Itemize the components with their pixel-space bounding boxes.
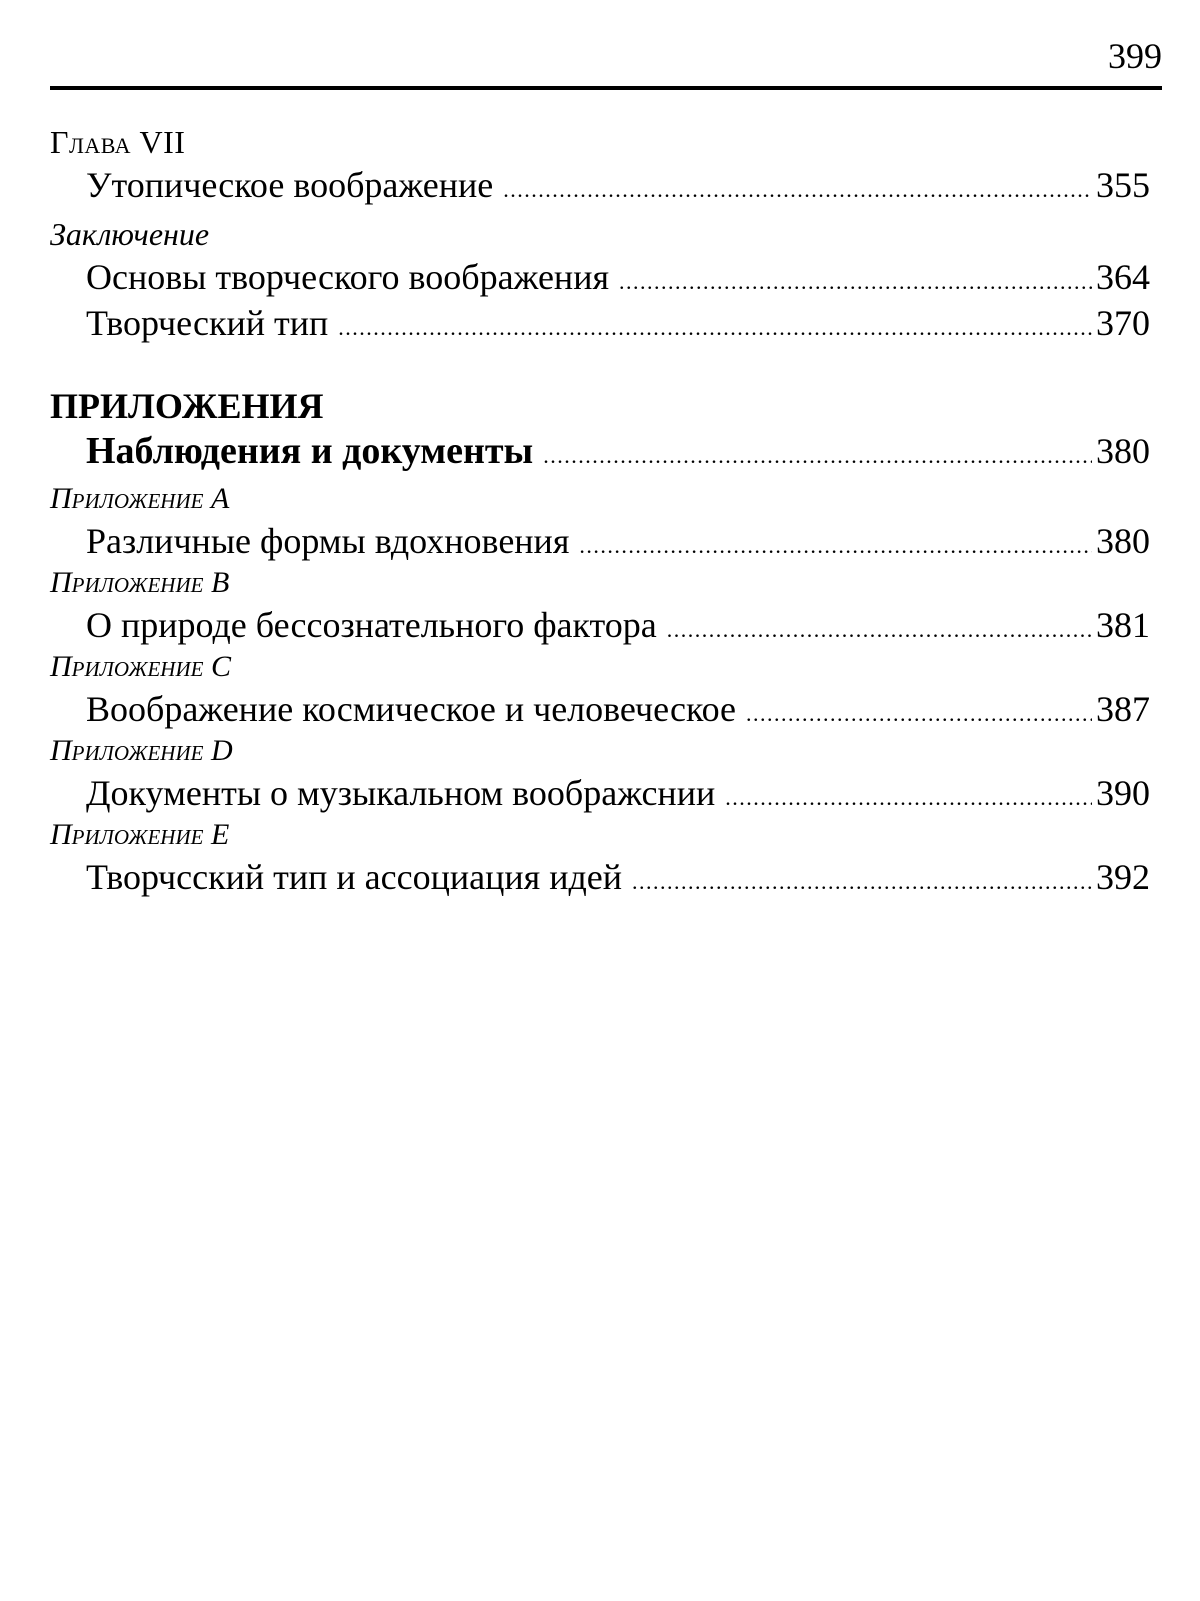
toc-appendices-heading: ПРИЛОЖЕНИЯ — [50, 386, 324, 426]
toc-entry-page: 381 — [1096, 605, 1150, 645]
dot-leader — [619, 254, 1092, 305]
toc-group-appendices — [50, 384, 1150, 900]
toc-appendix-label: Приложение C — [50, 650, 231, 683]
toc-entry-page: 392 — [1096, 857, 1150, 897]
toc-entry[interactable] — [50, 300, 1150, 346]
toc-entry-page: 380 — [1096, 521, 1150, 561]
dot-leader — [503, 162, 1092, 213]
toc-entry-title: Основы творческого воображения — [86, 257, 610, 297]
dot-leader — [543, 428, 1092, 479]
dot-leader — [746, 686, 1092, 737]
toc-entry-title: Наблюдения и документы — [86, 430, 534, 472]
toc-entry-page: 387 — [1096, 689, 1150, 729]
dot-leader — [632, 854, 1092, 905]
toc-appendix-label: Приложение E — [50, 818, 230, 851]
toc-section-label: Заключение — [50, 216, 210, 252]
toc-entry-main[interactable] — [50, 428, 1150, 474]
toc-entry[interactable] — [50, 162, 1150, 208]
toc-entry-page: 355 — [1096, 165, 1150, 205]
toc-entry-page: 364 — [1096, 257, 1150, 297]
toc-entry-page: 380 — [1096, 431, 1150, 471]
toc-entry-title: Воображение космическое и человеческое — [86, 689, 737, 729]
toc-entry-title: Творческий тип — [86, 303, 329, 343]
dot-leader — [725, 770, 1092, 821]
toc-appendix-label: Приложение A — [50, 482, 230, 515]
toc-entry[interactable] — [50, 602, 1150, 648]
page-number: 399 — [1108, 36, 1162, 76]
toc-chapter-label: Глава VII — [50, 124, 186, 160]
toc-entry[interactable] — [50, 770, 1150, 816]
toc-appendix-label: Приложение D — [50, 734, 233, 767]
toc-entry[interactable] — [50, 854, 1150, 900]
dot-leader — [338, 300, 1092, 351]
toc-appendix-label: Приложение B — [50, 566, 230, 599]
header-rule — [50, 86, 1162, 90]
dot-leader — [667, 602, 1092, 653]
table-of-contents — [50, 122, 1150, 900]
toc-entry-title: Утопическое воображение — [86, 165, 494, 205]
toc-entry[interactable] — [50, 254, 1150, 300]
dot-leader — [579, 518, 1092, 569]
toc-entry[interactable] — [50, 518, 1150, 564]
toc-entry[interactable] — [50, 686, 1150, 732]
toc-group-chapter7 — [50, 122, 1150, 208]
toc-entry-page: 370 — [1096, 303, 1150, 343]
toc-entry-title: О природе бессознательного фактора — [86, 605, 657, 645]
toc-group-conclusion — [50, 214, 1150, 346]
toc-entry-page: 390 — [1096, 773, 1150, 813]
toc-entry-title: Различные формы вдохновения — [86, 521, 570, 561]
toc-entry-title: Творчсский тип и ассоциация идей — [86, 857, 623, 897]
toc-entry-title: Документы о музыкальном воображснии — [86, 773, 716, 813]
